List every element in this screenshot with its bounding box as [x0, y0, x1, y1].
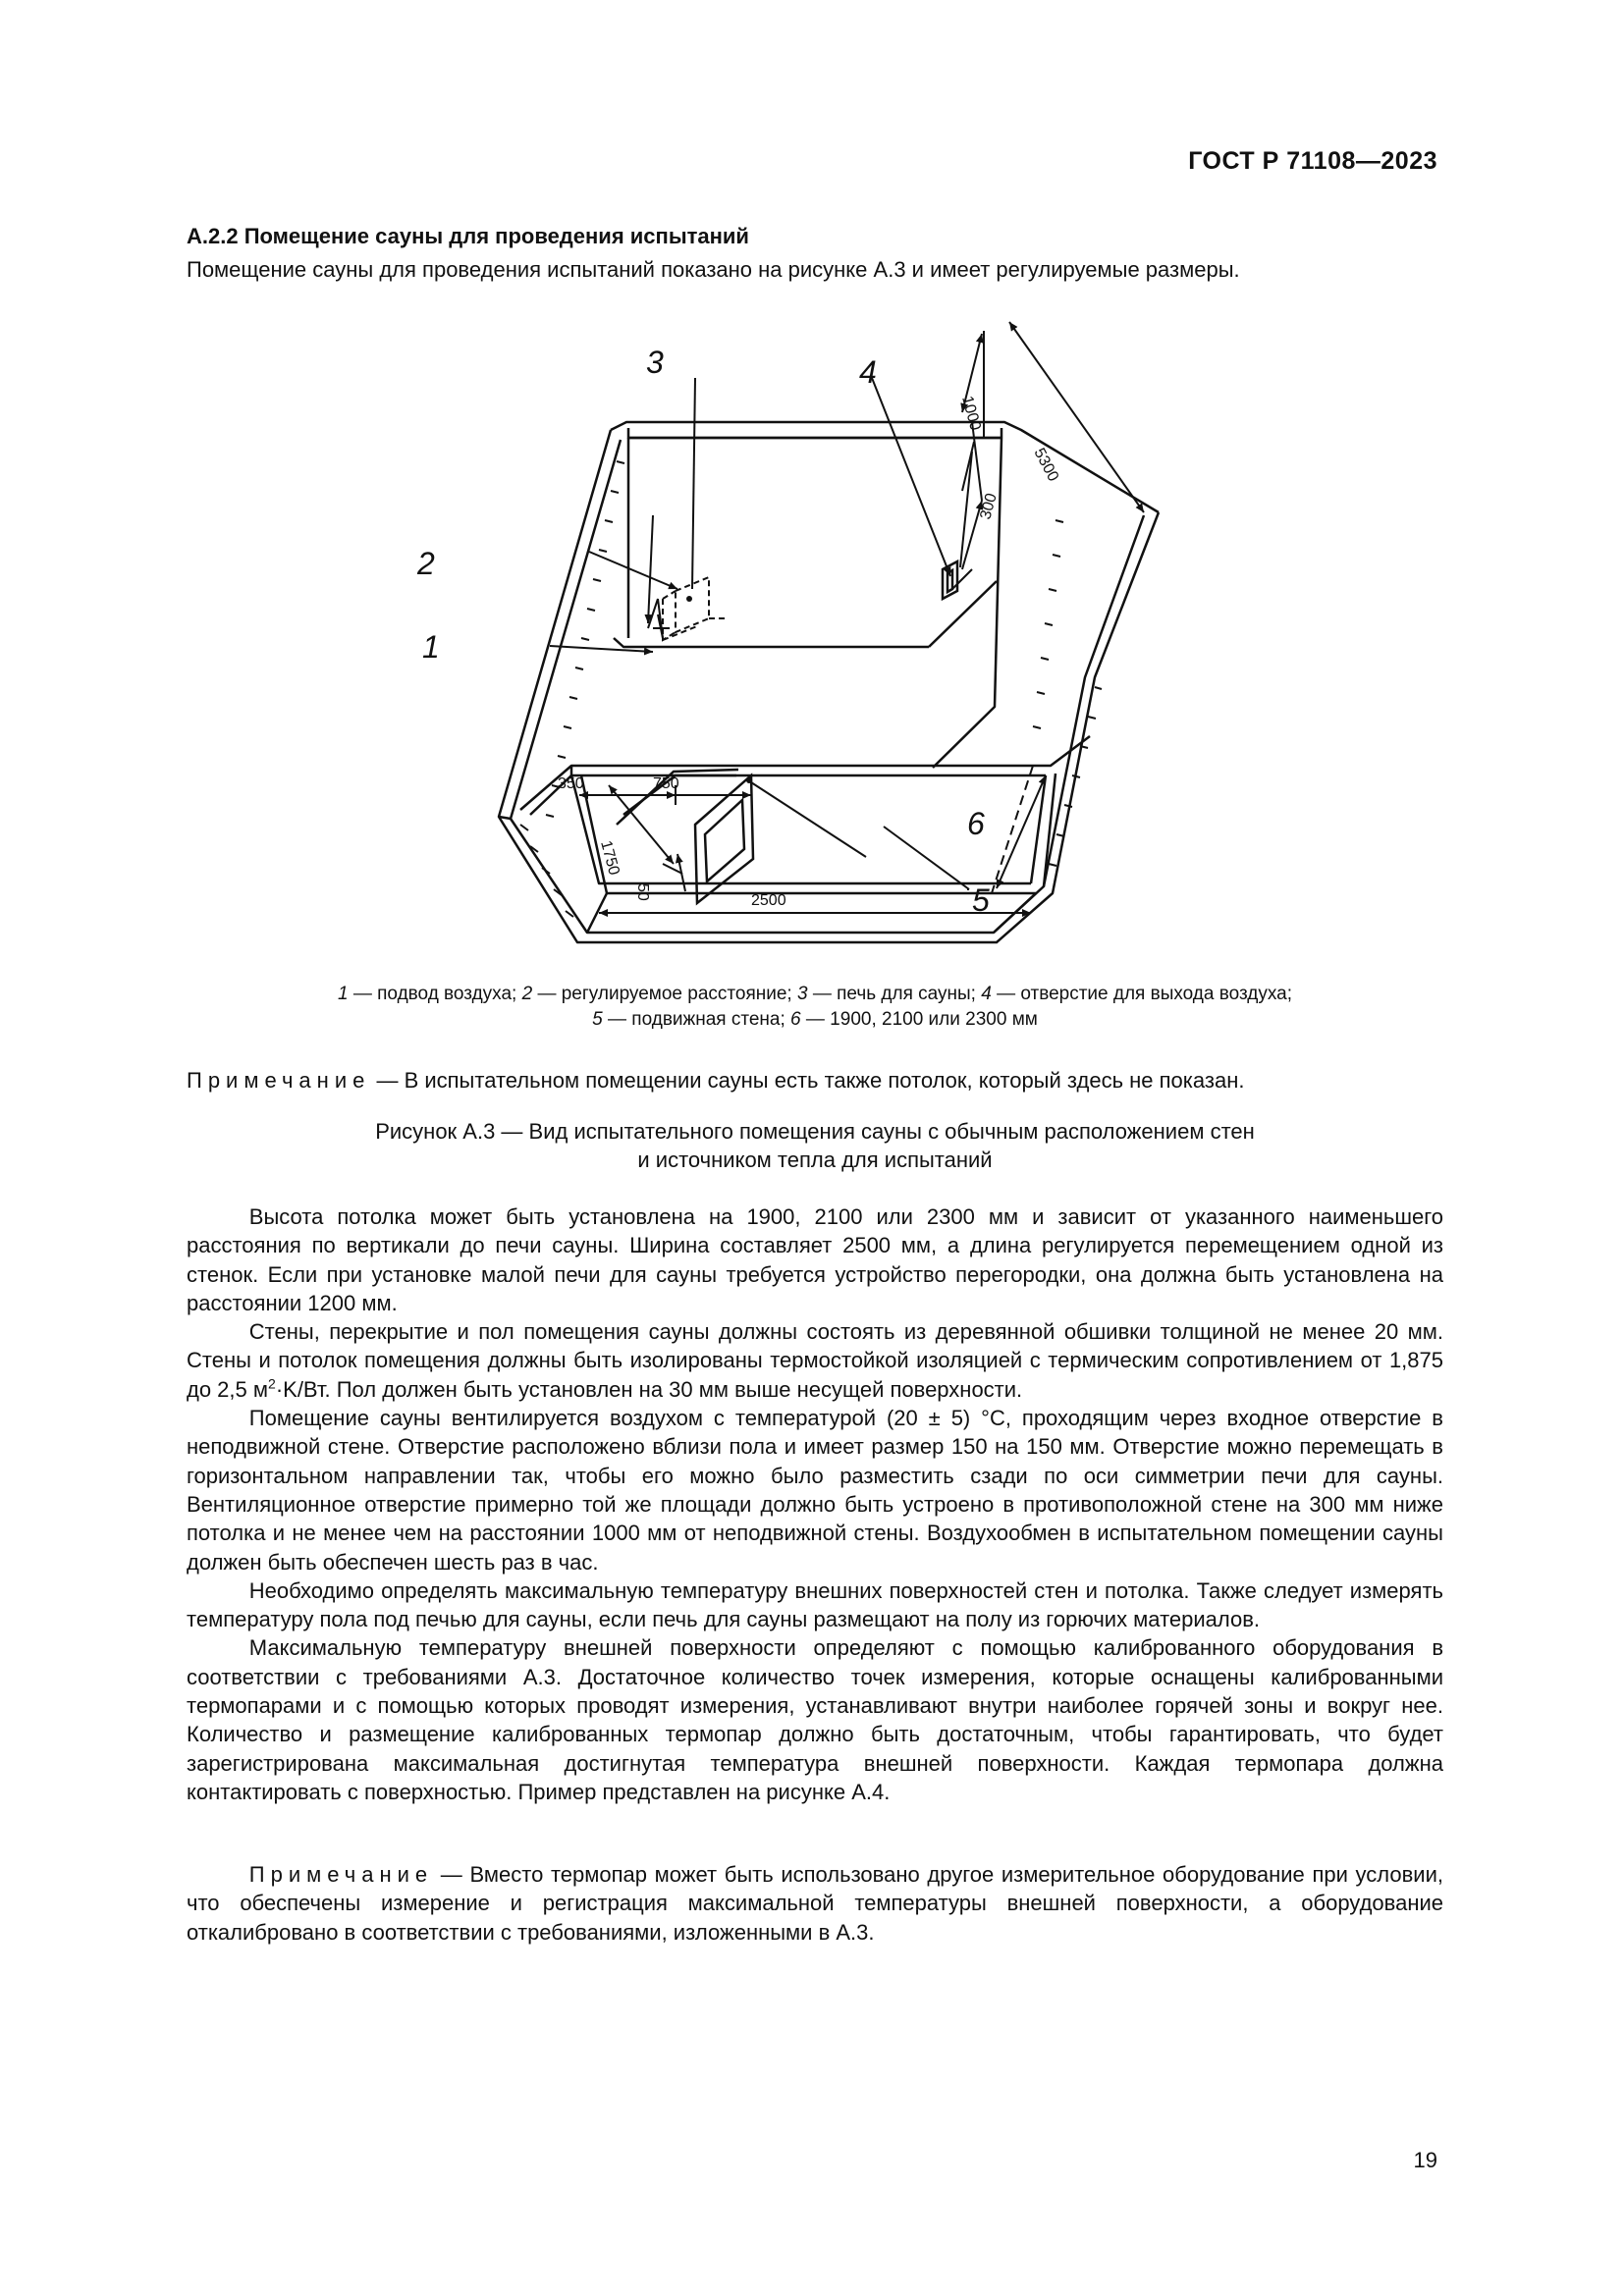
label-1: 1	[422, 629, 440, 665]
figure-legend	[187, 982, 1443, 1033]
sauna-room-figure	[417, 304, 1139, 952]
sauna-room-drawing	[417, 304, 1139, 952]
label-3: 3	[646, 345, 664, 380]
label-4: 4	[859, 354, 877, 390]
dim-1000: 1000	[958, 394, 984, 433]
paragraph-5: Максимальную температуру внешней поверхности определяют с помощью калиброванного оборудования в соответствии с требованиями А.3. Достаточное количество точек измерения, которые оснащены калиброванными термопарами и с помощью которых проводят измерения, устанавливают внутри наиболее горячей зоны и вокруг нее. Количество и размещение калиброванных термопар должно быть достаточным, чтобы гарантировать, что будет зарегистрирована максимальная достигнутая температура внешней поверхности. Каждая термопара должна контактировать с поверхностью. Пример представлен на рисунке А.4.	[187, 1635, 1443, 1804]
dim-2500: 2500	[751, 892, 786, 909]
dim-1750: 1750	[597, 838, 623, 878]
note-label: Примечание	[187, 1068, 371, 1093]
dim-750: 750	[653, 775, 679, 792]
standard-code: ГОСТ Р 71108—2023	[1188, 147, 1437, 175]
section-title: А.2.2 Помещение сауны для проведения испытаний	[187, 224, 749, 248]
dim-300: 300	[977, 491, 1001, 522]
note-text: — В испытательном помещении сауны есть также потолок, который здесь не показан.	[370, 1068, 1245, 1093]
section-intro: Помещение сауны для проведения испытаний показано на рисунке А.3 и имеет регулируемые размеры.	[187, 257, 1240, 282]
legend-line-2: 5 — подвижная стена; 6 — 1900, 2100 или 2300 мм	[592, 1009, 1038, 1030]
legend-line-1: 1 — подвод воздуха; 2 — регулируемое расстояние; 3 — печь для сауны; 4 — отверстие для выхода воздуха;	[338, 984, 1292, 1004]
page-number: 19	[1413, 2148, 1437, 2172]
note-2-label: Примечание	[248, 1862, 434, 1887]
label-2: 2	[417, 546, 435, 581]
dim-350: 350	[558, 775, 584, 792]
paragraph-1: Высота потолка может быть установлена на 1900, 2100 или 2300 мм и зависит от указанного наименьшего расстояния по вертикали до печи сауны. Ширина составляет 2500 мм, а длина регулируется перемещением одной из стенок. Если при установке малой печи для сауны требуется устройство перегородки, она должна быть установлена на расстоянии 1200 мм.	[187, 1204, 1443, 1315]
paragraph-2: Стены, перекрытие и пол помещения сауны должны состоять из деревянной обшивки толщиной не менее 20 мм. Стены и потолок помещения должны быть изолированы термостойкой изоляцией с термическим сопротивлением от 1,875 до 2,5 $м^2\cdot K/Вт$. Пол должен быть установлен на 30 мм выше несущей поверхности.	[187, 1319, 1443, 1402]
dim-5300: 5300	[1030, 445, 1062, 485]
figure-note	[187, 1068, 1443, 1094]
figure-caption: Рисунок А.3 — Вид испытательного помещения сауны с обычным расположением стен и источником тепла для испытаний	[375, 1119, 1255, 1172]
note-2-text: — Вместо термопар может быть использовано другое измерительное оборудование при условии, что обеспечены измерение и регистрация максимальной температуры внешней поверхности, а оборудование откалибровано в соответствии с требованиями, изложенными в А.3.	[187, 1862, 1443, 1945]
label-6: 6	[967, 806, 985, 841]
body-text	[187, 1202, 1443, 1806]
dim-50: 50	[634, 883, 651, 901]
paragraph-3: Помещение сауны вентилируется воздухом с температурой (20 ± 5) °С, проходящим через входное отверстие в неподвижной стене. Отверстие расположено вблизи пола и имеет размер 150 на 150 мм. Отверстие можно перемещать в горизонтальном направлении так, чтобы его можно было разместить сзади по оси симметрии печи для сауны. Вентиляционное отверстие примерно той же площади должно быть устроено в противоположной стене на 300 мм ниже потолка и не менее чем на расстоянии 1000 мм от неподвижной стены. Воздухообмен в испытательном помещении сауны должен быть обеспечен шесть раз в час.	[187, 1406, 1443, 1575]
paragraph-4: Необходимо определять максимальную температуру внешних поверхностей стен и потолка. Также следует измерять температуру пола под печью для сауны, если печь для сауны размещают на полу из горючих материалов.	[187, 1577, 1443, 1632]
label-5: 5	[972, 882, 990, 918]
note-2	[187, 1860, 1443, 1947]
